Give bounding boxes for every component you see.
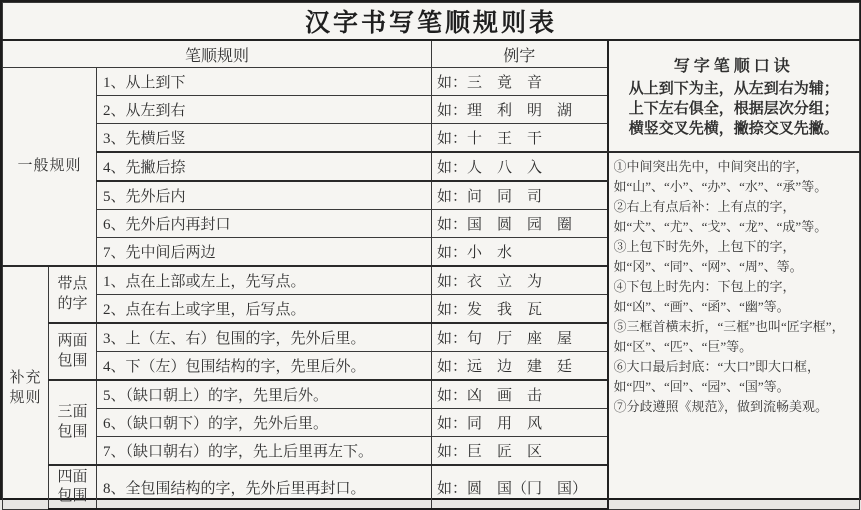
note-item: ⑥大口最后封底：“大口”即大口框，如“四”、“回”、“园”、“国”等。	[613, 359, 821, 394]
page-title: 汉字书写笔顺规则表	[3, 3, 860, 41]
subcategory-label-two-side: 两面包围	[49, 323, 97, 380]
mnemonic-line: 从上到下为主，从左到右为辅；	[628, 81, 839, 97]
example-cell: 如：人 八 入	[432, 152, 608, 181]
rule-cell: 2、点在右上或字里，后写点。	[97, 295, 432, 324]
stroke-order-table	[2, 2, 860, 510]
example-cell: 如：十 王 干	[432, 124, 608, 153]
note-item: ③上包下时先外，上包下的字，如“冈”、“同”、“网”、“周”、等。	[613, 239, 803, 274]
rule-cell: 4、下（左）包围结构的字，先里后外。	[97, 352, 432, 381]
subcategory-label-three-side: 三面包围	[49, 380, 97, 465]
example-cell: 如：三 竟 音	[432, 68, 608, 96]
example-cell: 如：小 水	[432, 238, 608, 267]
example-cell: 如：句 厅 座 屋	[432, 323, 608, 352]
example-cell: 如：衣 立 为	[432, 266, 608, 295]
rule-cell: 4、先撇后捺	[97, 152, 432, 181]
mnemonic-line: 上下左右俱全，根据层次分组；	[628, 101, 839, 117]
notes-panel	[608, 152, 860, 509]
example-cell: 如：巨 匠 区	[432, 437, 608, 466]
rule-cell: 6、（缺口朝下）的字，先外后里。	[97, 409, 432, 437]
subcategory-label-dotted: 带点的字	[49, 266, 97, 323]
rule-cell: 7、先中间后两边	[97, 238, 432, 267]
example-cell: 如：凶 画 击	[432, 380, 608, 409]
subcategory-label-four-side: 四面包围	[49, 465, 97, 509]
note-item: ①中间突出先中，中间突出的字，如“山”、“小”、“办”、“水”、“承”等。	[613, 159, 828, 194]
rule-cell: 5、（缺口朝上）的字，先里后外。	[97, 380, 432, 409]
example-cell: 如：同 用 风	[432, 409, 608, 437]
example-cell: 如：理 利 明 湖	[432, 96, 608, 124]
rule-cell: 1、点在上部或左上，先写点。	[97, 266, 432, 295]
supplement-rules-label: 补充规则	[3, 266, 49, 509]
note-item: ④下包上时先内：下包上的字，如“凶”、“画”、“函”、“幽”等。	[613, 279, 796, 314]
example-cell: 如：圆 国（冂 国）	[432, 465, 608, 509]
mnemonic-panel	[608, 40, 860, 152]
rule-cell: 6、先外后内再封口	[97, 210, 432, 238]
rule-cell: 5、先外后内	[97, 181, 432, 210]
rule-cell: 8、全包围结构的字，先外后里再封口。	[97, 465, 432, 509]
example-cell: 如：国 圆 园 圈	[432, 210, 608, 238]
note-item: ②右上有点后补：上有点的字，如“犬”、“尤”、“戈”、“龙”、“成”等。	[613, 199, 828, 234]
mnemonic-line: 横竖交叉先横，撇捺交叉先撇。	[628, 121, 839, 137]
rule-cell: 3、上（左、右）包围的字，先外后里。	[97, 323, 432, 352]
general-rules-label: 一般规则	[3, 68, 97, 267]
example-cell: 如：问 同 司	[432, 181, 608, 210]
examples-column-header: 例字	[432, 40, 608, 68]
rule-cell: 1、从上到下	[97, 68, 432, 96]
mnemonic-title: 写字笔顺口诀	[673, 58, 794, 75]
rules-column-header: 笔顺规则	[3, 40, 432, 68]
note-item: ⑦分歧遵照《规范》，做到流畅美观。	[613, 399, 829, 414]
note-item: ⑤三框首横末折，“三框”也叫“匠字框”，如“区”、“匹”、“巨”等。	[613, 319, 845, 354]
rule-cell: 2、从左到右	[97, 96, 432, 124]
example-cell: 如：远 边 建 廷	[432, 352, 608, 381]
rule-cell: 3、先横后竖	[97, 124, 432, 153]
rule-cell: 7、（缺口朝右）的字，先上后里再左下。	[97, 437, 432, 466]
example-cell: 如：发 我 瓦	[432, 295, 608, 324]
